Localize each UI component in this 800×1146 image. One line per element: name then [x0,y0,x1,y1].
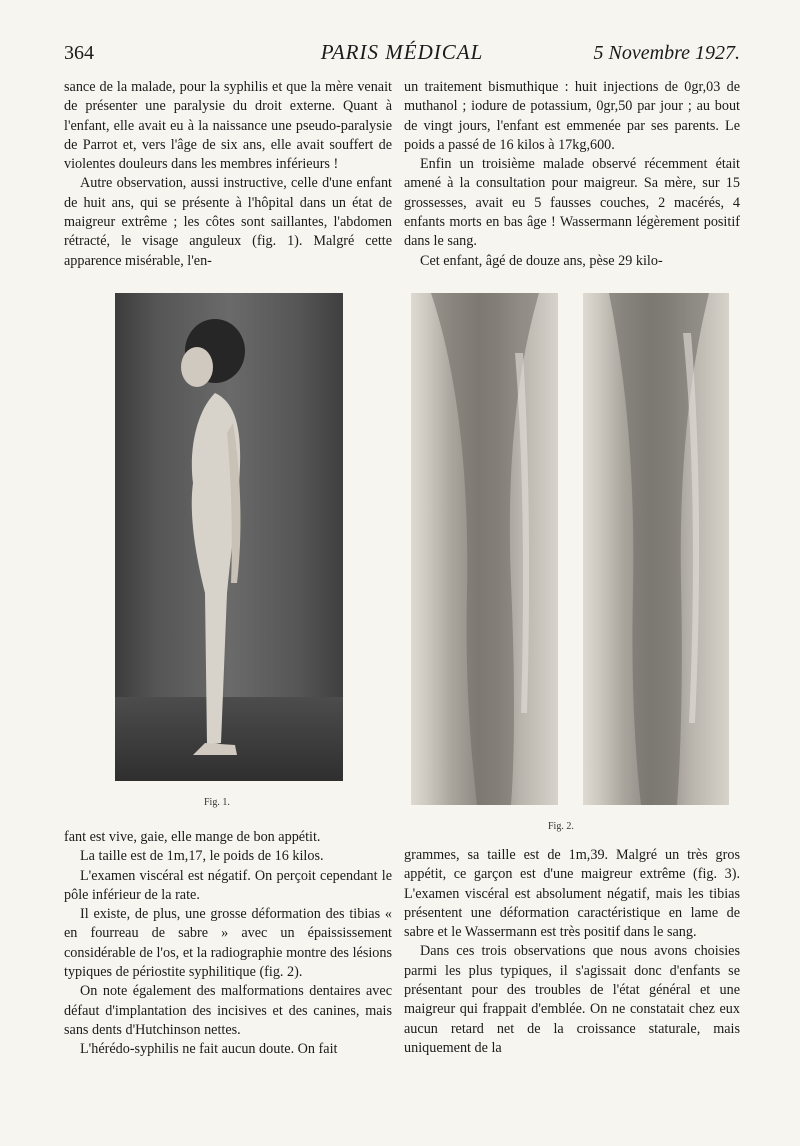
tibia-shadow-left [411,293,558,805]
paragraph: fant est vive, gaie, elle mange de bon appétit. [64,829,321,845]
journal-title: PARIS MÉDICAL [320,40,484,64]
column-right-top [404,78,740,271]
paragraph: Il existe, de plus, une grosse déformation des tibias « en fourreau de sabre » avec un épaississement considérable de l'os, et la radiographie montre des lésions typiques de périostite syphilitique (fig. 2). [64,906,392,981]
paragraph: un traitement bismuthique : huit injections de 0gr,03 de muthanol ; iodure de potassium, 0gr,50 par jour ; au bout de vingt jours, l'enfant est emmenée par ses parents. Le poids a passé de 16 kilos à 17kg,600. [404,79,740,153]
page-header [64,40,740,72]
child-silhouette [115,293,343,781]
figure-2-caption: Fig. 2. [548,821,574,832]
paragraph: Cet enfant, âgé de douze ans, pèse 29 kilo- [420,252,663,269]
paragraph: sance de la malade, pour la syphilis et que la mère venait de présenter une paralysie du droit externe. Quant à l'enfant, elle avait eu à la naissance une pseudo-paralysie de Parrot et, vers l'âge de six ans, elle avait souffert de violentes douleurs dans les membres inférieurs ! [64,79,392,173]
paragraph: Enfin un troisième malade observé récemment était amené à la consultation pour maigreur. Sa mère, sur 15 grossesses, avait eu 5 fausses couches, 2 macérés, 4 enfants morts en bas âge ! Wassermann légèrement positif dans le sang. [404,156,740,250]
figure-2-radiograph-right [583,293,729,805]
column-left-top [64,78,392,271]
tibia-shadow-right [583,293,729,805]
paragraph: L'hérédo-syphilis ne fait aucun doute. On fait [80,1041,338,1058]
paragraph: La taille est de 1m,17, le poids de 16 kilos. [80,848,324,865]
page-number: 364 [64,42,94,64]
paragraph: On note également des malformations dentaires avec défaut d'implantation des incisives et des canines, mais sans dents d'Hutchinson nettes. [64,983,392,1038]
figure-1-photograph [115,293,343,781]
paragraph: Autre observation, aussi instructive, celle d'une enfant de huit ans, qui se présente à l'hôpital dans un état de maigreur extrême ; les côtes sont saillantes, l'abdomen rétracté, le visage anguleux (fig. 1). Malgré cette apparence misérable, l'en- [64,175,392,269]
paragraph: L'examen viscéral est négatif. On perçoit cependant le pôle inférieur de la rate. [64,867,392,903]
paragraph: Dans ces trois observations que nous avons choisies parmi les plus typiques, il s'agissait donc d'enfants se présentant pour des troubles de l'état général et une maigreur qui frappait d'emblée. On ne constatait chez eux aucun retard net de la croissance staturale, mais uniquement de la [404,943,740,1056]
issue-date: 5 Novembre 1927. [593,42,740,64]
figure-2-radiograph-left [411,293,558,805]
column-left-bottom [64,828,392,1060]
figure-1-caption: Fig. 1. [204,797,230,808]
column-right-bottom [404,846,740,1058]
paragraph: grammes, sa taille est de 1m,39. Malgré un très gros appétit, ce garçon est d'une maigreur extrême (fig. 3). L'examen viscéral est absolument négatif, mais les tibias présentent une déformation caractéristique en lame de sabre et le Wassermann est très positif dans le sang. [404,847,740,941]
